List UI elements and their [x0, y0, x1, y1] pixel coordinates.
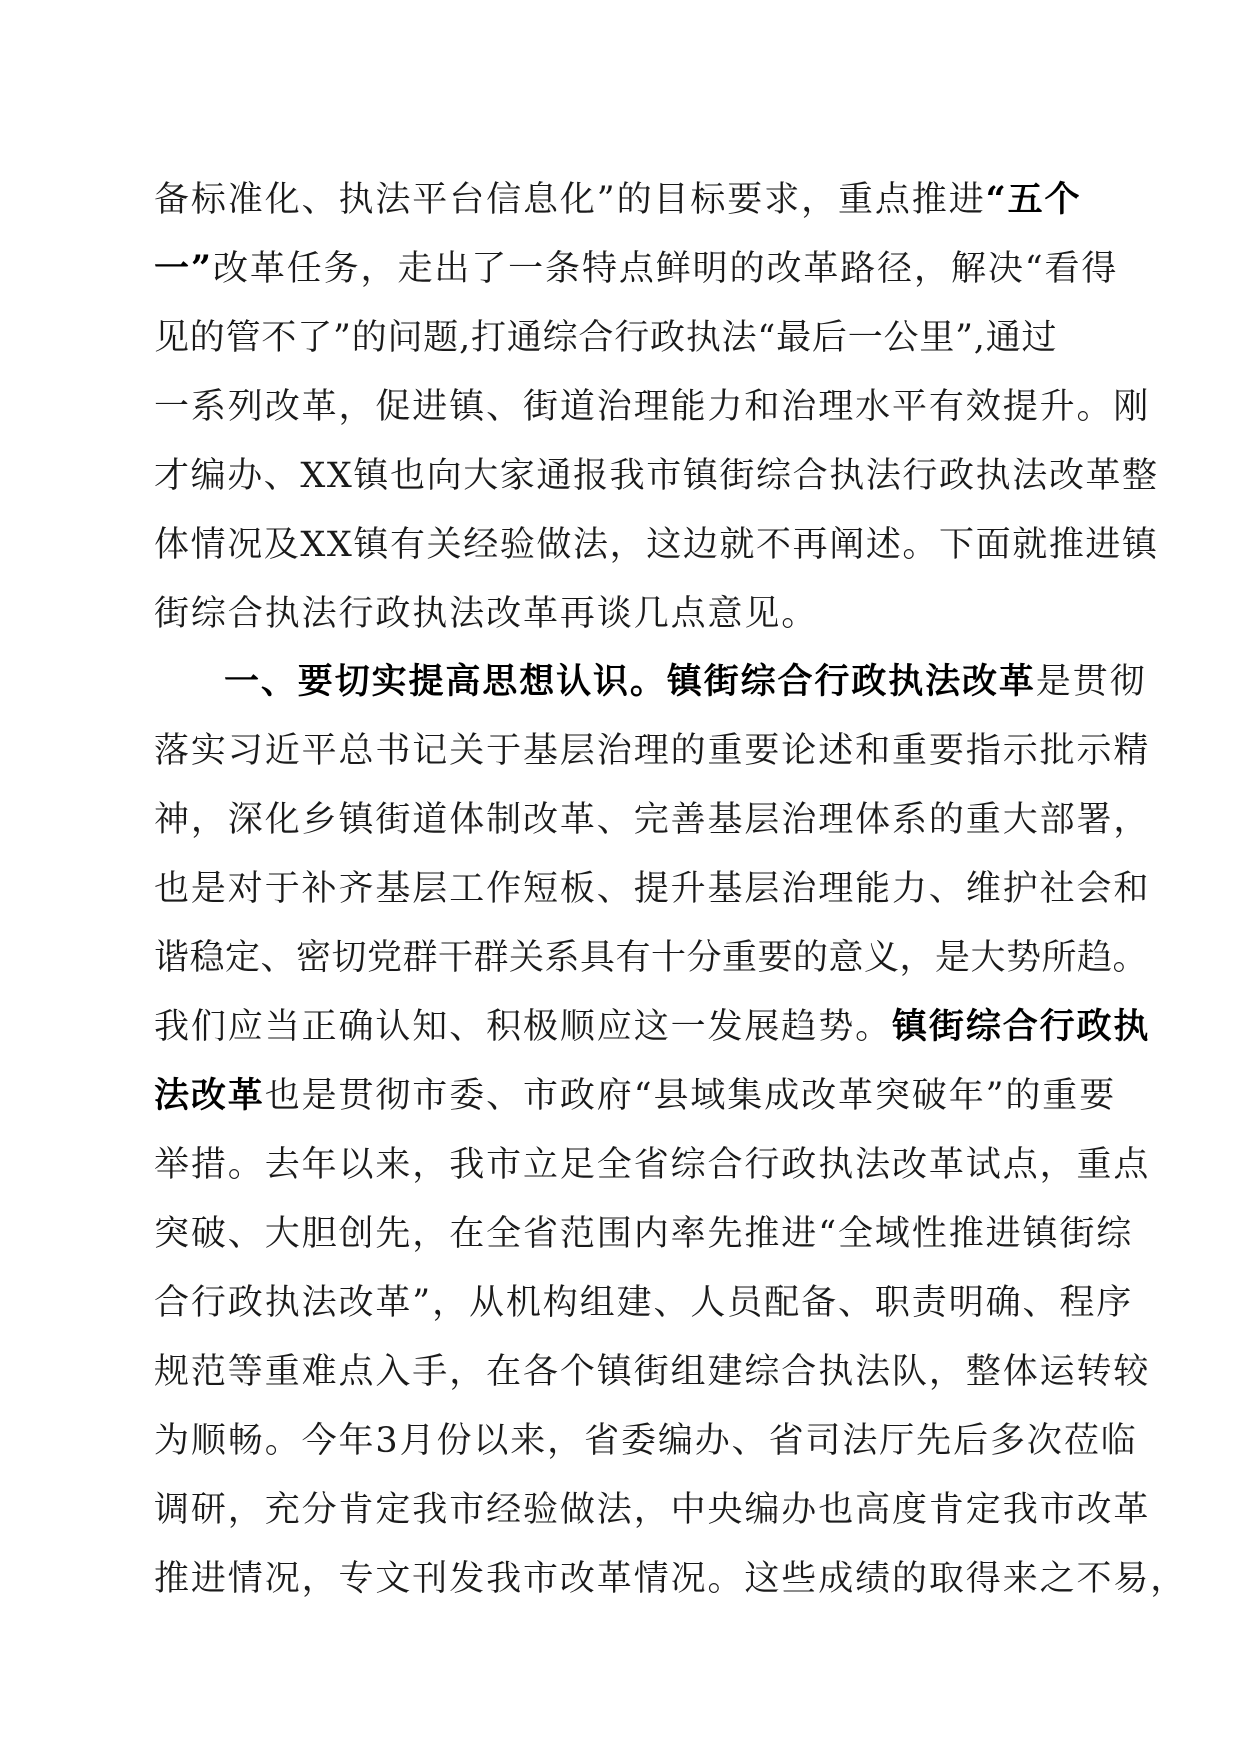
text-run: 神，深化乡镇街道体制改革、完善基层治理体系的重大部署，	[154, 800, 1151, 840]
text-run: 备标准化、执法平台信息化”的目标要求，重点推进	[154, 180, 986, 220]
body-line-3	[154, 307, 1084, 369]
body-line-4	[154, 376, 1151, 438]
text-run: 推进情况，专文刊发我市改革情况。这些成绩的取得来之不易，	[154, 1559, 1188, 1599]
body-line-14	[154, 1065, 1117, 1127]
text-run: 见的管不了”的问题,打通综合行政执法“最后一公里”,通过	[154, 318, 1058, 358]
text-run: 改革任务，走出了一条特点鲜明的改革路径，解决“看得	[212, 249, 1119, 289]
body-line-9	[154, 720, 1151, 782]
text-run: 也是对于补齐基层工作短板、提升基层治理能力、维护社会和	[154, 869, 1151, 909]
bold-text-run: “五个	[985, 179, 1082, 220]
text-run: 突破、大胆创先，在全省范围内率先推进“全域性推进镇街综	[154, 1214, 1134, 1254]
text-run: 合行政执法改革”，从机构组建、人员配备、职责明确、程序	[154, 1283, 1134, 1323]
text-run: 举措。去年以来，我市立足全省综合行政执法改革试点，重点	[154, 1145, 1151, 1185]
body-line-5	[154, 445, 1159, 507]
body-line-16	[154, 1203, 1134, 1265]
body-line-19	[154, 1410, 1138, 1472]
text-run: 落实习近平总书记关于基层治理的重要论述和重要指示批示精	[154, 731, 1151, 771]
bold-text-run: 法改革	[154, 1075, 265, 1116]
text-run: 我们应当正确认知、积极顺应这一发展趋势。	[154, 1007, 893, 1047]
body-line-20	[154, 1479, 1151, 1541]
body-line-10	[154, 789, 1151, 851]
body-line-2	[154, 238, 1119, 300]
bold-text-run: 一”	[154, 248, 213, 289]
text-run: 是贯彻	[1035, 662, 1147, 702]
text-run: 为顺畅。今年3月份以来，省委编办、省司法厅先后多次莅临	[154, 1421, 1138, 1461]
section-heading: 一、要切实提高思想认识。	[224, 661, 667, 702]
section-heading-line	[224, 651, 1147, 713]
body-line-18	[154, 1341, 1151, 1403]
text-run: 调研，充分肯定我市经验做法，中央编办也高度肯定我市改革	[154, 1490, 1151, 1530]
body-line-17	[154, 1272, 1134, 1334]
body-line-6	[154, 514, 1159, 576]
body-line-13	[154, 996, 1151, 1058]
bold-text-run: 镇街综合行政执	[892, 1006, 1151, 1047]
text-run: 一系列改革，促进镇、街道治理能力和治理水平有效提升。刚	[154, 387, 1151, 427]
body-line-15	[154, 1134, 1151, 1196]
body-line-12	[154, 927, 1149, 989]
body-line-7	[154, 583, 1084, 645]
text-run: 也是贯彻市委、市政府“县域集成改革突破年”的重要	[264, 1076, 1117, 1116]
text-run: 谐稳定、密切党群干群关系具有十分重要的意义，是大势所趋。	[154, 938, 1149, 978]
text-run: 体情况及XX镇有关经验做法，这边就不再阐述。下面就推进镇	[154, 525, 1159, 565]
body-line-21	[154, 1548, 1188, 1610]
text-run: 街综合执法行政执法改革再谈几点意见。	[154, 594, 819, 634]
body-line-1	[154, 169, 1084, 231]
text-run: 规范等重难点入手，在各个镇街组建综合执法队，整体运转较	[154, 1352, 1151, 1392]
text-run: 才编办、XX镇也向大家通报我市镇街综合执法行政执法改革整	[154, 456, 1159, 496]
body-line-11	[154, 858, 1151, 920]
bold-text-run: 镇街综合行政执法改革	[666, 661, 1036, 702]
